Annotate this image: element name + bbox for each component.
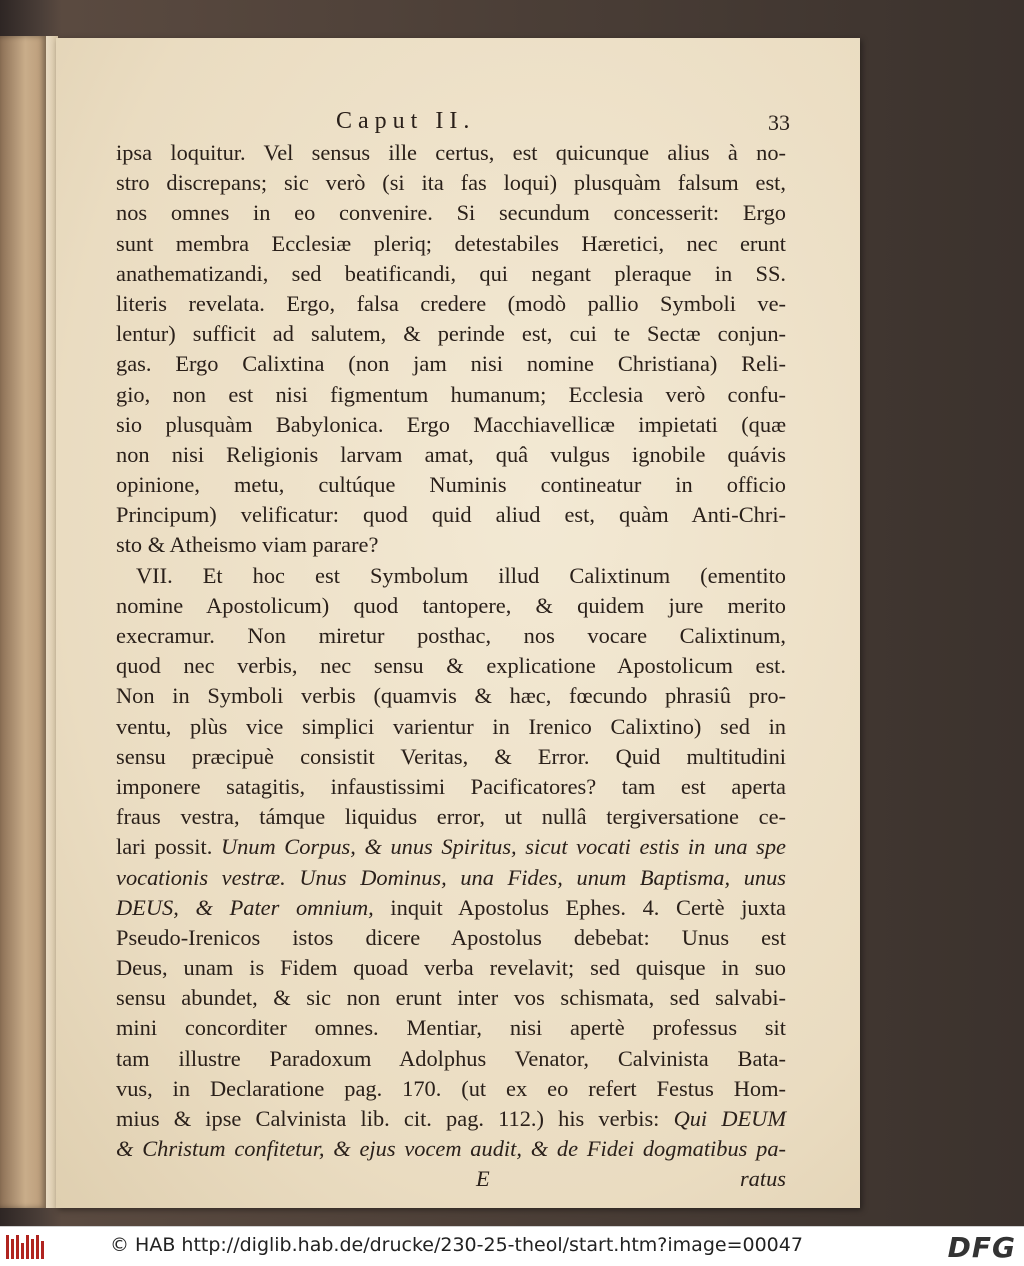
catchword: ratus — [739, 1166, 786, 1192]
text-line: nos omnes in eo convenire. Si secundum concesserit: Ergo — [116, 200, 786, 226]
running-head — [116, 108, 790, 138]
text-line-italic: & Christum confitetur, & ejus vocem audit, & de Fidei dogmatibus pa- — [116, 1136, 786, 1162]
text-line: fraus vestra, támque liquidus error, ut nullâ tergiversatione ce- — [116, 804, 786, 830]
copyright-link[interactable]: © HAB http://diglib.hab.de/drucke/230-25-theol/start.htm?image=00047 — [110, 1234, 803, 1256]
text-line: non nisi Religionis larvam amat, quâ vulgus ignobile quávis — [116, 441, 786, 467]
book-page — [56, 38, 860, 1208]
text-line-mixed — [116, 893, 786, 923]
text-line: opinione, metu, cultúque Numinis contineatur in officio — [116, 472, 786, 498]
text-run: lari possit. — [116, 834, 213, 860]
text-line-mixed — [116, 832, 786, 862]
text-line: vus, in Declaratione pag. 170. (ut ex eo refert Festus Hom- — [116, 1075, 786, 1101]
text-line: Principum) velificatur: quod quid aliud est, quàm Anti-Chri- — [116, 502, 786, 528]
italic-run: Qui DEUM — [673, 1106, 786, 1131]
italic-run: Unum Corpus, & unus Spiritus, sicut vocati estis in una spe — [220, 834, 786, 860]
text-line: literis revelata. Ergo, falsa credere (modò pallio Symboli ve- — [116, 290, 786, 316]
text-line: gas. Ergo Calixtina (non jam nisi nomine Christiana) Reli- — [116, 351, 786, 377]
catchword-line — [116, 1164, 786, 1194]
text-line: Non in Symboli verbis (quamvis & hæc, fœcundo phrasiû pro- — [116, 683, 786, 709]
text-line: Deus, unam is Fidem quoad verba revelavit; sed quisque in suo — [116, 955, 786, 981]
text-line: sensu præcipuè consistit Veritas, & Error. Quid multitudini — [116, 743, 786, 769]
text-line: tam illustre Paradoxum Adolphus Venator, Calvinista Bata- — [116, 1045, 786, 1071]
text-line: anathematizandi, sed beatificandi, qui negant pleraque in SS. — [116, 260, 786, 286]
previous-page-edge — [0, 36, 46, 1208]
text-line: quod nec verbis, nec sensu & explicatione Apostolicum est. — [116, 653, 786, 679]
text-line: stro discrepans; sic verò (si ita fas loqui) plusquàm falsum est, — [116, 170, 786, 196]
text-line: Pseudo-Irenicos istos dicere Apostolus debebat: Unus est — [116, 924, 786, 950]
text-line: sunt membra Ecclesiæ pleriq; detestabiles Hæretici, nec erunt — [116, 230, 786, 256]
text-line: VII. Et hoc est Symbolum illud Calixtinum (ementito — [136, 562, 786, 588]
text-line: ventu, plùs vice simplici varientur in Irenico Calixtino) sed in — [116, 713, 786, 739]
dfg-logo: DFG — [947, 1231, 1016, 1264]
text-line: sensu abundet, & sic non erunt inter vos schismata, sed salvabi- — [116, 985, 786, 1011]
text-line: gio, non est nisi figmentum humanum; Ecclesia verò confu- — [116, 381, 786, 407]
page-number: 33 — [768, 110, 790, 135]
text-line: sto & Atheismo viam parare? — [116, 532, 379, 558]
italic-run: DEUS, & Pater omnium, — [116, 894, 374, 920]
text-line: lentur) sufficit ad salutem, & perinde est, cui te Sectæ conjun- — [116, 321, 786, 347]
text-line: sio plusquàm Babylonica. Ergo Macchiavellicæ impietati (quæ — [116, 411, 786, 437]
text-run: mius & ipse Calvinista lib. cit. pag. 112.) his verbis: — [116, 1106, 660, 1131]
hab-logo-icon — [6, 1233, 48, 1261]
text-line: nomine Apostolicum) quod tantopere, & quidem jure merito — [116, 592, 786, 618]
text-line: execramur. Non miretur posthac, nos vocare Calixtinum, — [116, 623, 786, 648]
chapter-title: Caput II. — [336, 108, 476, 134]
text-line: ipsa loquitur. Vel sensus ille certus, est quicunque alius à no- — [116, 140, 786, 165]
page-text — [116, 108, 790, 1194]
text-line-mixed — [116, 1104, 786, 1134]
text-line-italic: vocationis vestræ. Unus Dominus, una Fides, unum Baptisma, unus — [116, 864, 786, 890]
text-run: inquit Apostolus Ephes. 4. Certè juxta — [390, 894, 786, 920]
signature-mark: E — [476, 1166, 490, 1192]
text-line: mini concorditer omnes. Mentiar, nisi apertè professus sit — [116, 1015, 786, 1041]
text-line: imponere satagitis, infaustissimi Pacificatores? tam est aperta — [116, 773, 786, 799]
viewer-footer — [0, 1226, 1024, 1266]
